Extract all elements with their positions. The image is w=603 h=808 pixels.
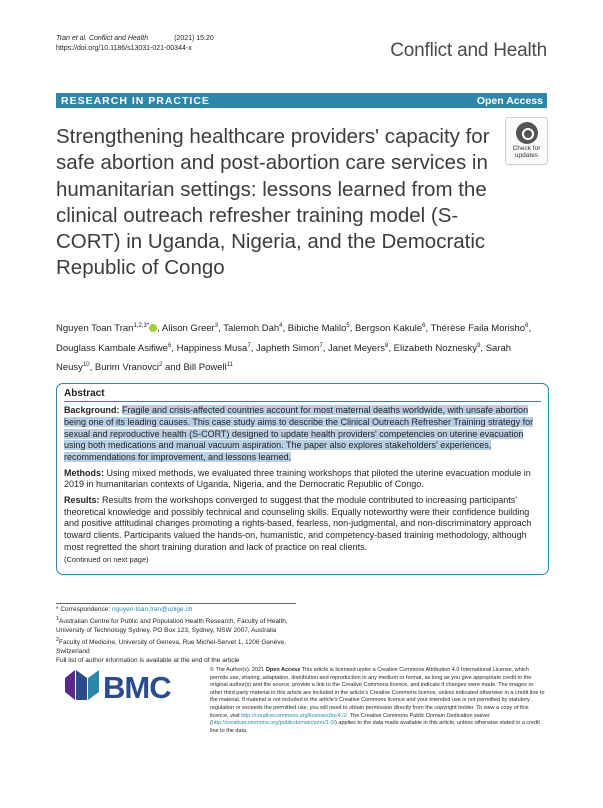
article-title: Strengthening healthcare providers' capacity for safe abortion and post-abortion care services in humanitarian settings: lessons learned from the clinical outreach refresher training model (S-CORT) in Uganda, Nigeria, and the Democratic Republic of Congo bbox=[56, 125, 490, 280]
check-updates-icon bbox=[516, 122, 538, 144]
year-volume: (2021) 15:20 bbox=[174, 35, 214, 42]
author[interactable]: Janet Meyers$^8$ bbox=[327, 342, 389, 354]
license-text: © The Author(s). 2021 Open Access This article is licensed under a Creative Commons Attribution 4.0 International License, which permits use, sharing, adaptation, distribution and reproduction in any medium or format, as long as you give appropriate credit to the original author(s) and the source, provide a link to the Creative Commons licence, and indicate if changes were made. The images or other third party material in this article are included in the article's Creative Commons licence, unless indicated otherwise in a credit line to the material. If material is not included in the article's Creative Commons licence and your intended use is not permitted by statutory regulation or exceeds the permitted use, you will need to obtain permission directly from the copyright holder. To view a copy of this licence, visit http://creativecommons.org/licenses/by/4.0/. The Creative Commons Public Domain Dedication waiver (http://creativecommons.org/publicdomain/zero/1.0/) applies to the data made available in this article, unless otherwise stated in a credit line to the data. bbox=[210, 667, 545, 734]
author[interactable]: Nguyen Toan Tran$^{1,2,3*}$ bbox=[56, 323, 150, 335]
correspondence-email[interactable]: nguyen-toan.tran@unige.ch bbox=[112, 606, 193, 613]
abstract-results: Results: Results from the workshops converged to suggest that the module contributed to increasing participants' theoretical knowledge and possibly technical and counseling skills. Equally noteworthy were their confidence building and positive attitudinal changes promoting a rights-based, fearless, non-judgmental, and non-discriminatory approach toward clients. Participants valued the hands-on, humanistic, and competency-based training methodology, although most regretted the short training duration and lack of practice on real clients. (Continued on next page) bbox=[64, 494, 532, 564]
selected-text[interactable]: Fragile and crisis-affected countries account for most maternal deaths worldwide, with unsafe abortion being one of its leading causes. This case study aims to describe the Clinical Outreach Refresher Training strategy for sexual and reproductive health (S-CORT) designed to update health providers' competencies on uterine evacuation using both medications and manual vacuum aspiration. The paper also explores stakeholders' experiences, recommendations for improvement, and lessons learned. bbox=[64, 405, 534, 463]
orcid-icon[interactable] bbox=[149, 324, 157, 332]
continued-note: (Continued on next page) bbox=[64, 554, 149, 564]
bmc-logo bbox=[65, 668, 175, 705]
waiver-link[interactable]: http://creativecommons.org/publicdomain/zero/1.0/ bbox=[211, 720, 336, 727]
author[interactable]: Sarah Neusy$^{10}$ bbox=[56, 342, 512, 374]
check-updates-line1: Check for bbox=[512, 145, 541, 152]
full-list-note: Full list of author information is available at the end of the article bbox=[56, 657, 240, 665]
author[interactable]: Alison Greer$^3$ bbox=[161, 323, 219, 335]
author[interactable]: Bill Powell$^{11}$ bbox=[183, 362, 233, 374]
author[interactable]: Happiness Musa$^7$ bbox=[176, 342, 251, 354]
doi-link[interactable]: https://doi.org/10.1186/s13031-021-00344-x bbox=[56, 45, 192, 52]
bmc-logo-icon bbox=[65, 668, 101, 702]
check-updates-line2: updates bbox=[514, 152, 539, 159]
section-bar bbox=[56, 93, 547, 108]
author-list: Nguyen Toan Tran$^{1,2,3*}$ , Alison Greer$^3$, Talemoh Dah$^4$, Bibiche Malilo$^5$, Bergson Kakule$^6$, Thérèse Faila Morisho$^6$, Douglass Kambale Asifiwe$^6$, Happiness Musa$^7$, Japheth Simon$^7$, Janet Meyers$^8$, Elizabeth Noznesky$^9$, Sarah Neusy$^{10}$, Burim Vranovci$^2$ and Bill Powell$^{11}$ bbox=[56, 323, 532, 374]
author[interactable]: Japheth Simon$^7$ bbox=[255, 342, 323, 354]
section-label: RESEARCH IN PRACTICE bbox=[61, 95, 210, 107]
check-for-updates-button[interactable] bbox=[505, 117, 548, 165]
open-access-label: Open Access bbox=[476, 95, 543, 107]
journal-name: Conflict and Health bbox=[390, 40, 547, 61]
abstract-heading: Abstract bbox=[64, 388, 105, 399]
author[interactable]: Talemoh Dah$^4$ bbox=[223, 323, 283, 335]
abstract-divider bbox=[64, 401, 541, 402]
author[interactable]: Thérèse Faila Morisho$^6$ bbox=[430, 323, 529, 335]
journal-citation: Tran et al. Conflict and Health bbox=[56, 35, 149, 42]
license-link[interactable]: http://creativecommons.org/licenses/by/4.0/ bbox=[241, 712, 347, 719]
author[interactable]: Elizabeth Noznesky$^9$ bbox=[393, 342, 481, 354]
author[interactable]: Bibiche Malilo$^5$ bbox=[287, 323, 350, 335]
author[interactable]: Bergson Kakule$^6$ bbox=[355, 323, 426, 335]
footnotes: * Correspondence: nguyen-toan.tran@unige.ch $^1$Australian Centre for Public and Population Health Research, Faculty of Health, University of Technology Sydney, PO Box 123, Sydney, NSW 2007, Australia $^2$Faculty of Medicine, University of Geneva, Rue Michel-Servet 1, 1206 Genève, Switzerland Full list of author information is available at the end of the article bbox=[56, 606, 296, 667]
abstract-methods: Methods: Using mixed methods, we evaluated three training workshops that piloted the uterine evacuation module in 2019 in humanitarian contexts of Uganda, Nigeria, and the Democratic Republic of Congo. bbox=[64, 467, 531, 490]
abstract-box bbox=[56, 383, 549, 575]
footnote-divider bbox=[56, 603, 296, 604]
affiliation-1: Australian Centre for Public and Population Health Research, Faculty of Health, University of Technology Sydney, PO Box 123, Sydney, NSW 2007, Australia bbox=[56, 618, 288, 634]
author[interactable]: Douglass Kambale Asifiwe$^6$ bbox=[56, 342, 172, 354]
author[interactable]: Burim Vranovci$^2$ bbox=[94, 362, 163, 374]
bmc-logo-text: BMC bbox=[103, 670, 171, 705]
abstract-background: Background: Fragile and crisis-affected countries account for most maternal deaths worldwide, with unsafe abortion being one of its leading causes. This case study aims to describe the Clinical Outreach Refresher Training strategy for sexual and reproductive health (S-CORT) designed to update health providers' competencies on uterine evacuation using both medications and manual vacuum aspiration. The paper also explores stakeholders' experiences, recommendations for improvement, and lessons learned. bbox=[64, 405, 534, 463]
affiliation-2: Faculty of Medicine, University of Geneva, Rue Michel-Servet 1, 1206 Genève, Switzerland bbox=[56, 639, 286, 655]
article-header bbox=[56, 34, 214, 54]
